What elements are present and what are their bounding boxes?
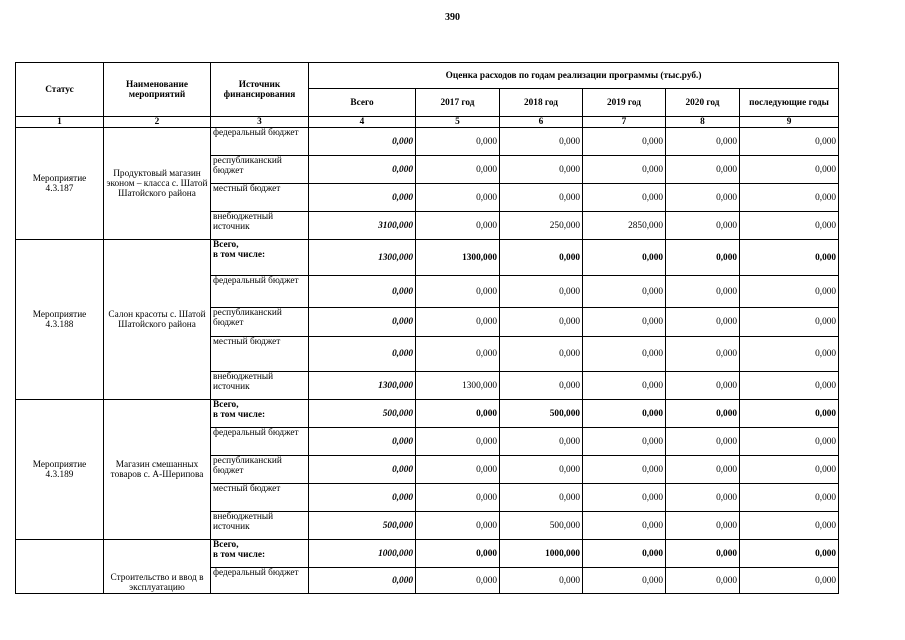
cell-v2019: 0,000 <box>583 156 666 184</box>
cell-v2017: 0,000 <box>416 184 500 212</box>
page-number: 390 <box>445 12 460 23</box>
measure-status: Мероприятие 4.3.188 <box>16 240 104 400</box>
header-2019: 2019 год <box>583 89 666 117</box>
cell-total: 0,000 <box>309 484 416 512</box>
funding-source: республиканский бюджет <box>211 308 309 337</box>
col-number: 6 <box>500 117 583 128</box>
cell-v2018: 0,000 <box>500 276 583 308</box>
cell-v2017: 0,000 <box>416 128 500 156</box>
column-numbers-row <box>16 117 839 128</box>
funding-source: внебюджетный источник <box>211 512 309 540</box>
cell-v2019: 0,000 <box>583 456 666 484</box>
cell-v2017: 0,000 <box>416 484 500 512</box>
cell-total: 0,000 <box>309 184 416 212</box>
cell-total: 3100,000 <box>309 212 416 240</box>
col-number: 1 <box>16 117 104 128</box>
col-number: 5 <box>416 117 500 128</box>
cell-total: 0,000 <box>309 568 416 594</box>
cell-total: 0,000 <box>309 276 416 308</box>
cell-v2017: 0,000 <box>416 540 500 568</box>
cell-total: 1300,000 <box>309 240 416 276</box>
cell-v2020: 0,000 <box>666 156 740 184</box>
cell-v2019: 0,000 <box>583 372 666 400</box>
col-number: 4 <box>309 117 416 128</box>
header-status: Статус <box>16 63 104 117</box>
cell-total: 0,000 <box>309 456 416 484</box>
cell-later: 0,000 <box>740 484 839 512</box>
cell-total: 0,000 <box>309 128 416 156</box>
cell-v2018: 0,000 <box>500 308 583 337</box>
cell-v2020: 0,000 <box>666 212 740 240</box>
cell-v2020: 0,000 <box>666 428 740 456</box>
cell-v2019: 0,000 <box>583 484 666 512</box>
header-name: Наименование мероприятий <box>104 63 211 117</box>
cell-v2018: 0,000 <box>500 568 583 594</box>
page-bottom-cut <box>0 598 905 640</box>
cell-later: 0,000 <box>740 540 839 568</box>
cell-v2018: 0,000 <box>500 156 583 184</box>
cell-v2017: 0,000 <box>416 512 500 540</box>
cell-v2018: 0,000 <box>500 428 583 456</box>
funding-source: внебюджетный источник <box>211 212 309 240</box>
cell-later: 0,000 <box>740 184 839 212</box>
cell-v2017: 0,000 <box>416 568 500 594</box>
cell-v2017: 0,000 <box>416 156 500 184</box>
cell-v2019: 0,000 <box>583 428 666 456</box>
funding-source: Всего, в том числе: <box>211 240 309 276</box>
cell-total: 0,000 <box>309 428 416 456</box>
cell-v2018: 0,000 <box>500 372 583 400</box>
cell-v2020: 0,000 <box>666 568 740 594</box>
cell-total: 1000,000 <box>309 540 416 568</box>
funding-source: федеральный бюджет <box>211 568 309 594</box>
cell-v2019: 0,000 <box>583 512 666 540</box>
funding-source: Всего, в том числе: <box>211 540 309 568</box>
col-number: 3 <box>211 117 309 128</box>
measure-name: Магазин смешанных товаров с. А-Шерипова <box>104 400 211 540</box>
cell-total: 0,000 <box>309 337 416 372</box>
measure-status <box>16 540 104 594</box>
cell-v2019: 0,000 <box>583 128 666 156</box>
funding-source: республиканский бюджет <box>211 456 309 484</box>
cell-v2018: 1000,000 <box>500 540 583 568</box>
cell-later: 0,000 <box>740 568 839 594</box>
cell-v2020: 0,000 <box>666 456 740 484</box>
cell-total: 0,000 <box>309 156 416 184</box>
funding-source: местный бюджет <box>211 337 309 372</box>
cell-v2020: 0,000 <box>666 240 740 276</box>
cell-later: 0,000 <box>740 400 839 428</box>
cell-v2020: 0,000 <box>666 308 740 337</box>
funding-source: местный бюджет <box>211 184 309 212</box>
cell-v2019: 2850,000 <box>583 212 666 240</box>
cell-v2018: 500,000 <box>500 400 583 428</box>
cell-later: 0,000 <box>740 337 839 372</box>
table-row <box>16 128 839 156</box>
cell-v2019: 0,000 <box>583 540 666 568</box>
cell-v2018: 0,000 <box>500 456 583 484</box>
cell-v2019: 0,000 <box>583 400 666 428</box>
cell-v2017: 0,000 <box>416 308 500 337</box>
measure-status: Мероприятие 4.3.187 <box>16 128 104 240</box>
col-number: 2 <box>104 117 211 128</box>
header-2018: 2018 год <box>500 89 583 117</box>
cell-v2018: 0,000 <box>500 240 583 276</box>
header-estimate: Оценка расходов по годам реализации программы (тыс.руб.) <box>309 63 839 89</box>
cell-v2019: 0,000 <box>583 308 666 337</box>
funding-source: федеральный бюджет <box>211 128 309 156</box>
measure-name: Салон красоты с. Шатой Шатойского района <box>104 240 211 400</box>
table-row <box>16 400 839 428</box>
cell-later: 0,000 <box>740 156 839 184</box>
cell-v2020: 0,000 <box>666 276 740 308</box>
cell-v2019: 0,000 <box>583 240 666 276</box>
cell-v2019: 0,000 <box>583 568 666 594</box>
cell-v2018: 0,000 <box>500 337 583 372</box>
cell-v2020: 0,000 <box>666 128 740 156</box>
cell-later: 0,000 <box>740 212 839 240</box>
cell-v2017: 1300,000 <box>416 372 500 400</box>
col-number: 9 <box>740 117 839 128</box>
measure-status: Мероприятие 4.3.189 <box>16 400 104 540</box>
funding-source: местный бюджет <box>211 484 309 512</box>
cell-v2019: 0,000 <box>583 184 666 212</box>
cell-v2020: 0,000 <box>666 337 740 372</box>
header-total: Всего <box>309 89 416 117</box>
col-number: 8 <box>666 117 740 128</box>
cell-v2018: 0,000 <box>500 184 583 212</box>
cell-later: 0,000 <box>740 240 839 276</box>
measure-name: Строительство и ввод в эксплуатацию <box>104 540 211 594</box>
funding-source: федеральный бюджет <box>211 428 309 456</box>
cell-v2017: 0,000 <box>416 428 500 456</box>
cell-later: 0,000 <box>740 128 839 156</box>
cell-later: 0,000 <box>740 308 839 337</box>
cell-later: 0,000 <box>740 456 839 484</box>
cell-v2020: 0,000 <box>666 184 740 212</box>
cell-v2017: 0,000 <box>416 212 500 240</box>
cell-v2017: 0,000 <box>416 276 500 308</box>
cell-total: 500,000 <box>309 512 416 540</box>
cell-v2020: 0,000 <box>666 512 740 540</box>
cell-v2017: 0,000 <box>416 456 500 484</box>
cell-v2020: 0,000 <box>666 484 740 512</box>
table-row <box>16 540 839 568</box>
cell-v2017: 0,000 <box>416 400 500 428</box>
cell-later: 0,000 <box>740 428 839 456</box>
cell-v2017: 1300,000 <box>416 240 500 276</box>
cell-total: 0,000 <box>309 308 416 337</box>
funding-source: внебюджетный источник <box>211 372 309 400</box>
measure-name: Продуктовый магазин эконом – класса с. Шатой Шатойского района <box>104 128 211 240</box>
cell-total: 500,000 <box>309 400 416 428</box>
cell-v2018: 0,000 <box>500 128 583 156</box>
cell-v2018: 500,000 <box>500 512 583 540</box>
table-body <box>16 117 839 594</box>
col-number: 7 <box>583 117 666 128</box>
cell-later: 0,000 <box>740 372 839 400</box>
cell-total: 1300,000 <box>309 372 416 400</box>
table-row <box>16 240 839 276</box>
funding-source: республиканский бюджет <box>211 156 309 184</box>
cell-v2018: 250,000 <box>500 212 583 240</box>
cell-v2018: 0,000 <box>500 484 583 512</box>
cell-later: 0,000 <box>740 512 839 540</box>
funding-source: Всего, в том числе: <box>211 400 309 428</box>
header-later: последующие годы <box>740 89 839 117</box>
cell-v2019: 0,000 <box>583 337 666 372</box>
header-2017: 2017 год <box>416 89 500 117</box>
cell-v2020: 0,000 <box>666 372 740 400</box>
cell-v2020: 0,000 <box>666 540 740 568</box>
header-2020: 2020 год <box>666 89 740 117</box>
header-source: Источник финансирования <box>211 63 309 117</box>
cell-later: 0,000 <box>740 276 839 308</box>
cell-v2020: 0,000 <box>666 400 740 428</box>
funding-source: федеральный бюджет <box>211 276 309 308</box>
budget-table <box>15 62 839 594</box>
cell-v2017: 0,000 <box>416 337 500 372</box>
cell-v2019: 0,000 <box>583 276 666 308</box>
